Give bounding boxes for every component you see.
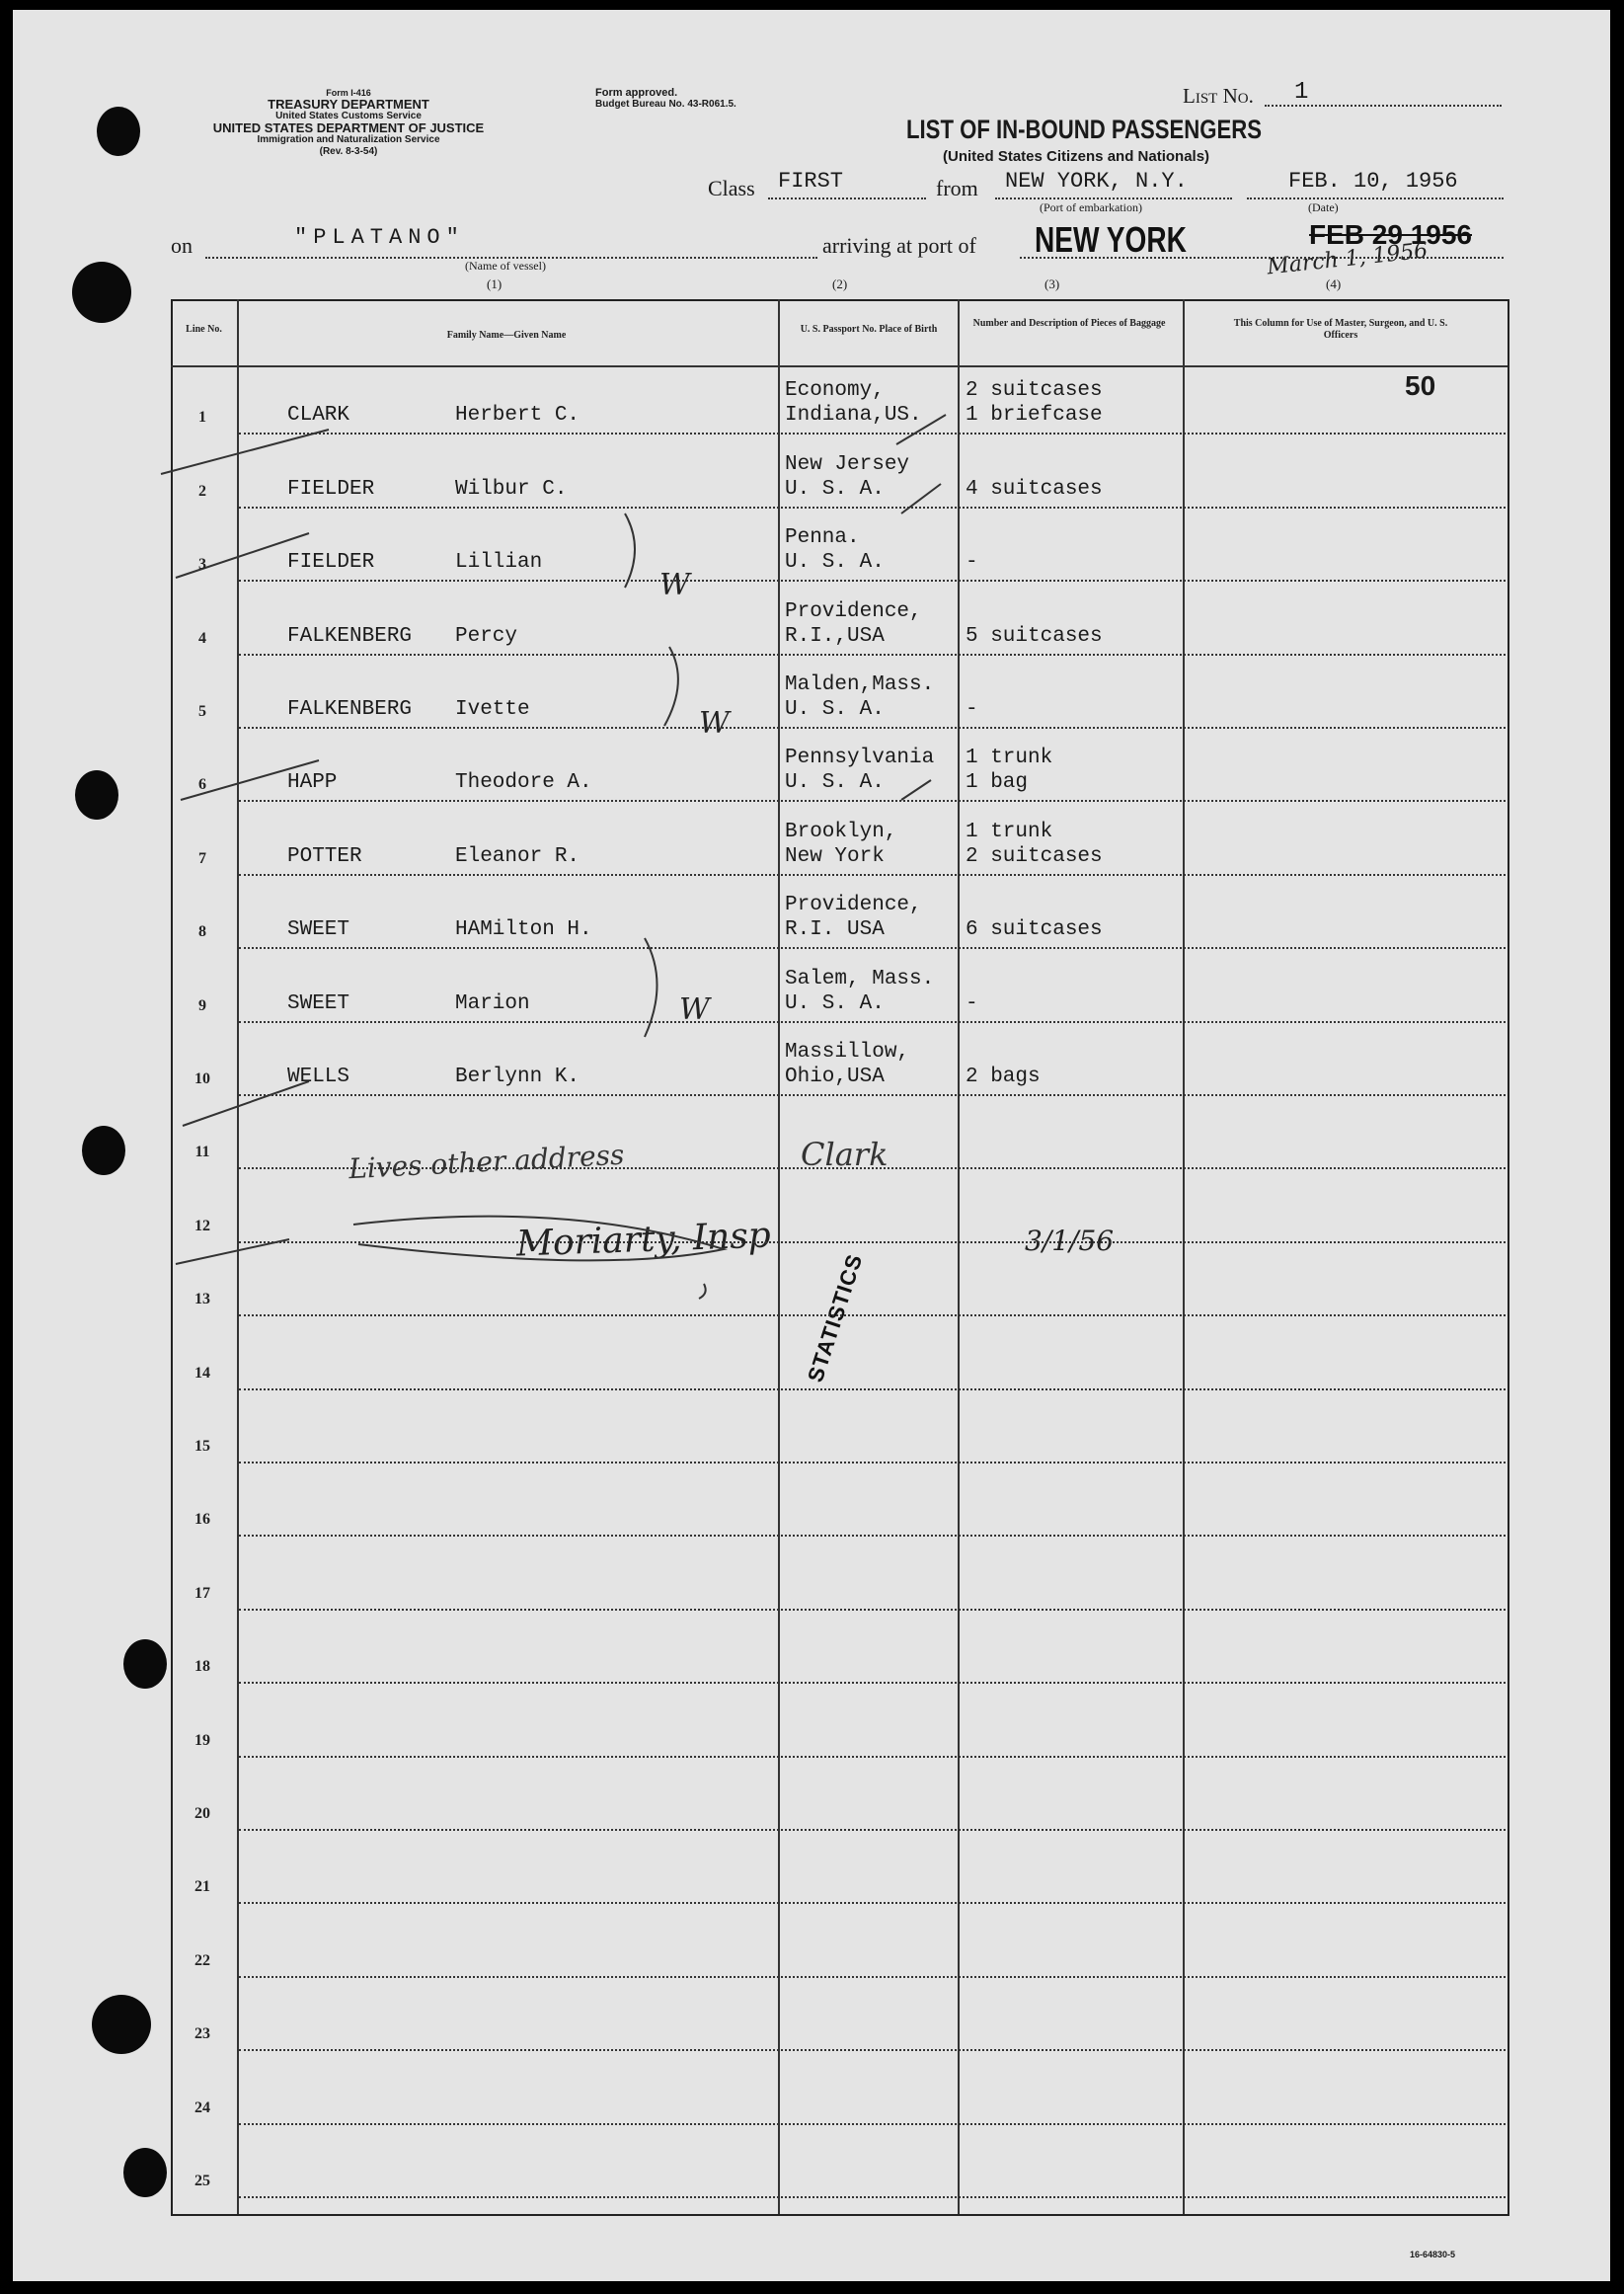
birthplace-line1: Providence, [785,894,922,917]
line-number: 2 [198,482,206,500]
given-name: HAMilton H. [455,918,592,942]
line-number: 20 [194,1805,210,1822]
birthplace-line1: Brooklyn, [785,820,897,843]
birthplace-line2: U. S. A. [785,991,885,1015]
document-sheet [13,10,1610,2281]
birthplace-line2: U. S. A. [785,551,885,575]
from-label: from [936,176,978,200]
family-name: FIELDER [287,477,375,501]
line-number: 9 [198,996,206,1014]
row-rule [239,1829,1506,1831]
row-rule [239,1388,1506,1390]
family-name: HAPP [287,771,338,795]
statistics-stamp: STATISTICS [803,1250,868,1385]
officer-note: 50 [1405,370,1436,402]
form-number: Form I-416 [326,88,371,98]
bracket-mark-3: W [679,992,710,1027]
row-rule [239,1241,1506,1243]
revision: (Rev. 8-3-54) [319,146,378,157]
header-divider [171,365,1508,367]
line-number: 25 [194,2173,210,2189]
given-name: Percy [455,624,518,648]
column-divider [778,299,780,2214]
line-number: 22 [194,1951,210,1969]
row-rule [239,580,1506,582]
row-rule [239,1609,1506,1611]
column-divider [958,299,960,2214]
form-subtitle: (United States Citizens and Nationals) [943,148,1210,165]
justice-dept: UNITED STATES DEPARTMENT OF JUSTICE [212,120,485,135]
baggage-line2: 4 suitcases [966,477,1103,501]
line-number: 19 [194,1731,210,1749]
birthplace-line2: Ohio,USA [785,1066,885,1088]
baggage-line2: 6 suitcases [966,918,1103,942]
header-line-no: Line No. [186,324,222,335]
row-rule [239,1756,1506,1758]
line-number: 5 [198,703,206,720]
from-value: NEW YORK, N.Y. [1005,169,1188,194]
column-number-1: (1) [487,277,503,291]
form-title: LIST OF IN-BOUND PASSENGERS [906,115,1263,144]
baggage-line2: 2 suitcases [966,844,1103,868]
birthplace-line1: Malden,Mass. [785,673,935,696]
line-number: 24 [194,2098,210,2116]
line-number: 16 [194,1511,210,1529]
row-rule [239,1021,1506,1023]
approval-line2: Budget Bureau No. 43-R061.5. [595,99,736,110]
row-rule [239,2049,1506,2051]
birthplace-line1: Economy, [785,379,885,403]
port-embarkation-caption: (Port of embarkation) [1040,200,1142,214]
family-name: FALKENBERG [287,624,413,648]
treasury-dept: TREASURY DEPARTMENT [268,97,429,112]
column-number-4: (4) [1326,277,1342,291]
family-name: FIELDER [287,551,375,575]
line-number: 21 [194,1878,210,1896]
inspector-signature: Moriarty, Insp [515,1215,772,1265]
header-baggage: Number and Description of Pieces of Baggage [972,318,1166,329]
baggage-line1: 2 suitcases [966,379,1103,403]
baggage-line2: 5 suitcases [966,624,1103,648]
row-rule [239,433,1506,435]
class-label: Class [708,176,755,200]
line-number: 17 [194,1584,210,1602]
baggage-line2: - [966,991,978,1015]
bracket-mark-1: W [659,568,690,602]
birthplace-line1: Providence, [785,599,922,623]
row-rule [239,2123,1506,2125]
line-number: 7 [198,849,206,867]
line-number: 1 [198,409,206,427]
birthplace-line1: New Jersey [785,452,910,476]
row-rule [239,1535,1506,1537]
class-value: FIRST [778,169,844,194]
family-name: SWEET [287,991,350,1015]
line-number: 10 [194,1070,210,1087]
line-number: 8 [198,923,206,941]
row-rule [239,1314,1506,1316]
column-divider [1183,299,1185,2214]
line-number: 18 [194,1658,210,1676]
line-number: 12 [194,1217,210,1234]
row-rule [239,2196,1506,2198]
birthplace-line1: Salem, Mass. [785,967,935,990]
birthplace-line2: U. S. A. [785,477,885,501]
arrival-date-handwritten: March 1, 1956 [1266,238,1430,280]
baggage-line2: 1 briefcase [966,404,1103,428]
birthplace-line2: R.I. USA [785,918,885,942]
line-number: 23 [194,2025,210,2043]
given-name: Herbert C. [455,404,580,428]
line-number: 14 [194,1364,210,1382]
arrival-date-stamp: FEB 29 1956 [1309,219,1472,250]
family-name: POTTER [287,844,362,868]
given-name: Marion [455,991,530,1015]
birthplace-line2: R.I.,USA [785,624,885,648]
column-divider [237,299,239,2214]
row-rule [239,507,1506,509]
date-caption: (Date) [1308,200,1339,214]
arrival-port-stamp: NEW YORK [1035,219,1187,260]
family-name: FALKENBERG [287,698,413,721]
header-name: Family Name—Given Name [446,330,567,341]
row-rule [239,654,1506,656]
handwritten-note-line11: Lives other address [348,1138,626,1186]
signature-date: 3/1/56 [1025,1225,1115,1257]
birthplace-line2: U. S. A. [785,771,885,795]
handwritten-name-line11: Clark [801,1136,889,1173]
row-rule [239,1462,1506,1463]
birthplace-line2: New York [785,844,885,868]
line-number: 15 [194,1438,210,1455]
baggage-line2: 1 bag [966,771,1029,795]
baggage-line2: - [966,698,978,721]
line-number: 3 [198,556,206,574]
column-number-3: (3) [1044,277,1060,291]
birthplace-line2: U. S. A. [785,698,885,721]
ins-service: Immigration and Naturalization Service [257,134,440,145]
given-name: Lillian [455,551,543,575]
header-officers: This Column for Use of Master, Surgeon, and U. S. Officers [1233,318,1448,341]
bracket-mark-2: W [699,706,730,741]
customs-service: United States Customs Service [275,111,422,121]
row-rule [239,1902,1506,1904]
baggage-line2: - [966,551,978,575]
baggage-line1: 1 trunk [966,747,1053,770]
row-rule [239,727,1506,729]
column-number-2: (2) [832,277,848,291]
row-rule [239,874,1506,876]
vessel-name: "PLATANO" [294,225,465,250]
line-number: 13 [194,1291,210,1308]
row-rule [239,1167,1506,1169]
vessel-caption: (Name of vessel) [465,259,546,273]
list-no-value: 1 [1294,79,1309,106]
footer-code: 16-64830-5 [1410,2250,1456,2259]
row-rule [239,1976,1506,1978]
baggage-line2: 2 bags [966,1066,1041,1088]
birthplace-line1: Penna. [785,526,860,550]
family-name: WELLS [287,1066,350,1088]
on-label: on [171,233,193,258]
given-name: Theodore A. [455,771,592,795]
birthplace-line1: Pennsylvania [785,747,935,770]
header-passport: U. S. Passport No. Place of Birth [800,324,938,335]
birthplace-line1: Massillow, [785,1041,910,1064]
line-number: 4 [198,629,206,647]
family-name: CLARK [287,404,350,428]
date-value: FEB. 10, 1956 [1288,169,1458,194]
birthplace-line2: Indiana,US. [785,404,922,428]
list-no-label: List No. [1183,84,1254,108]
line-number: 11 [194,1144,210,1161]
given-name: Ivette [455,698,530,721]
given-name: Wilbur C. [455,477,568,501]
pencil-strokes [13,10,1610,2281]
row-rule [239,1094,1506,1096]
row-rule [239,947,1506,949]
family-name: SWEET [287,918,350,942]
arriving-label: arriving at port of [822,233,976,258]
baggage-line1: 1 trunk [966,820,1053,843]
row-rule [239,1682,1506,1684]
row-rule [239,800,1506,802]
given-name: Eleanor R. [455,844,580,868]
approval-line1: Form approved. [595,87,678,99]
line-number: 6 [198,776,206,794]
given-name: Berlynn K. [455,1066,580,1088]
